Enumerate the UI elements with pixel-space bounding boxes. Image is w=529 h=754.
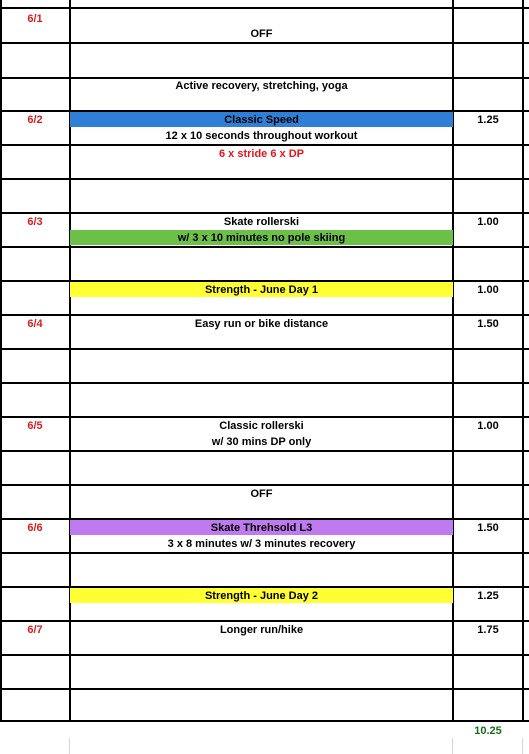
date-cell: 6/2 (27, 114, 43, 126)
grid-vline (69, 0, 71, 722)
workout-detail: 12 x 10 seconds throughout workout (165, 130, 358, 142)
grid-vline (0, 0, 2, 722)
grid-hline (0, 7, 529, 9)
workout-title: Classic rollerski (219, 420, 304, 432)
grid-hline (0, 178, 529, 180)
grid-hline (0, 42, 529, 44)
grid-hline (0, 450, 529, 452)
hours-cell: 1.25 (477, 114, 499, 126)
workout-title: Strength - June Day 2 (204, 590, 319, 602)
grid-hline (0, 416, 529, 418)
grid-hline (0, 314, 529, 316)
workout-detail-highlight: 6 x stride 6 x DP (219, 148, 304, 160)
grid-faint-line (452, 738, 453, 754)
workout-title: Classic Speed (224, 114, 299, 126)
total-hours: 10.25 (474, 725, 502, 737)
hours-cell: 1.25 (477, 590, 499, 602)
date-cell: 6/3 (27, 216, 43, 228)
workout-title: Skate rollerski (223, 216, 300, 228)
grid-faint-line (522, 738, 523, 754)
workout-title: Skate Threhsold L3 (210, 522, 313, 534)
grid-hline (0, 212, 529, 214)
workout-text: Active recovery, stretching, yoga (175, 80, 348, 92)
grid-hline (0, 654, 529, 656)
grid-faint-line (69, 738, 70, 754)
date-cell: 6/4 (27, 318, 43, 330)
grid-hline (0, 620, 529, 622)
workout-detail: 3 x 8 minutes w/ 3 minutes recovery (167, 538, 356, 550)
workout-detail: w/ 3 x 10 minutes no pole skiing (177, 232, 346, 244)
date-cell: 6/5 (27, 420, 43, 432)
grid-hline (0, 246, 529, 248)
grid-hline (0, 688, 529, 690)
grid-hline (0, 382, 529, 384)
grid-hline (0, 484, 529, 486)
grid-hline (0, 720, 529, 722)
workout-title: Longer run/hike (219, 624, 304, 636)
hours-cell: 1.50 (477, 318, 499, 330)
workout-title: Easy run or bike distance (194, 318, 329, 330)
grid-vline (522, 0, 524, 722)
workout-text: OFF (250, 28, 273, 40)
grid-hline (0, 144, 529, 146)
hours-cell: 1.50 (477, 522, 499, 534)
hours-cell: 1.75 (477, 624, 499, 636)
grid-vline (452, 0, 454, 722)
date-cell: 6/6 (27, 522, 43, 534)
hours-cell: 1.00 (477, 420, 499, 432)
hours-cell: 1.00 (477, 216, 499, 228)
workout-text: OFF (250, 488, 273, 500)
grid-hline (0, 348, 529, 350)
date-cell: 6/7 (27, 624, 43, 636)
grid-hline (0, 552, 529, 554)
date-cell: 6/1 (27, 13, 43, 25)
hours-cell: 1.00 (477, 284, 499, 296)
workout-detail: w/ 30 mins DP only (211, 436, 312, 448)
workout-title: Strength - June Day 1 (204, 284, 319, 296)
